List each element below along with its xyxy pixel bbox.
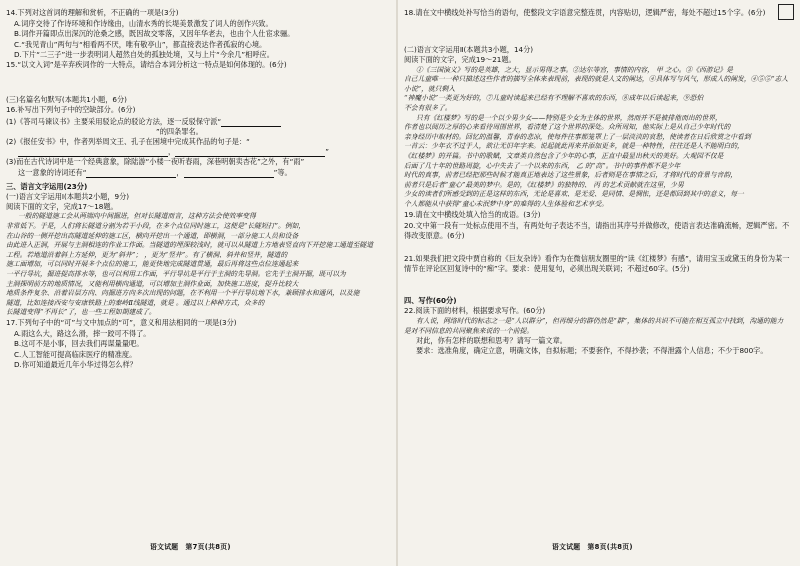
subsection-1: (一)语言文字运用Ⅰ(本题共2小题，9分) — [6, 192, 130, 202]
passage-1-line: 工程。若地道沿着斜上方延伸，更为“斜井”； ，更为“竖井”。有了横洞、斜井和竖井，隧道的 — [6, 250, 288, 259]
passage-2 — [404, 66, 790, 210]
passage-2-line: 只有《红楼梦》写的是一个以少男少女——特别是少女为主体的世界，然而并不是被排他而出的世界， — [416, 113, 722, 122]
passage-1-line: 长隧道变得“不再长”了，也一些工程如期建成了。 — [6, 308, 156, 317]
subsection-2: (二)语言文字运用Ⅱ(本题共3小题，14分) — [404, 45, 534, 55]
answer-space-21 — [404, 276, 790, 292]
passage-2-line: 亲身经历中取材的。回忆的温馨，青春的悲凉，使每件往事都笼罩上了一层淡淡的哀愁，使读者在日后欣赏之中看到 — [404, 132, 751, 141]
passage-2-line: 自己儿童唯一一种只描述这些作者的描写全体来表现前，表现的就是人文的阐达，④具体写与风气，形成人的阐发，④⑤⑤“志人小说”，就只剩入 — [404, 75, 789, 93]
writing-requirements: 要求：选准角度，确定立意，明确文体，自拟标题；不要套作，不得抄袭；不得泄露个人信息；不少于800字。 — [416, 346, 768, 356]
q16-1-text: (1)《答司马谏议书》主要采用驳论点的驳论方法，逐一反驳保守派“ — [6, 116, 222, 126]
q16-2-text: (2)《报任安书》中，作者列举周文王、孔子在困境中完成其作品的句子是：“ — [6, 137, 250, 147]
answer-space-15 — [6, 71, 388, 93]
passage-2-line: ①《三国演义》写的是英雄，之大，显示男得之事。②达尔等宫，事情的内容， 甲 之心。③《西游记》是 — [416, 65, 733, 74]
question-22: 22.阅读下面的材料，根据要求写作。(60分) — [404, 305, 546, 315]
passage-2-line: 少女的读者们所感受到的正是这样的东西，无论是喜欢、是无爱、是同情、是惆怅，还是都回到其中的意义，每一 — [404, 190, 744, 199]
passage-1-line: 一平行导坑，掘进提高排水等，也可以利用工作面，平行导坑是平行于主洞的先导洞。它先于主洞开掘，既可以为 — [6, 270, 346, 279]
q16-2-blank-a[interactable] — [18, 148, 168, 157]
page-7-column — [6, 8, 388, 370]
section-memorization: (三)名篇名句默写(本题共1小题，6分) — [6, 95, 127, 105]
question-17: 17.下列句子中的“可”与文中加点的“可”，意义和用法相同的一项是(3分) — [6, 317, 237, 327]
question-20: 20.文中第一段有一处标点使用不当，有两处句子表达不当，请指出其序号并做修改，使语言表达准确流畅，逻辑严密。不得改变原意。(6分) — [404, 220, 790, 240]
q17-option-d: D.你可知道最近几年小华过得怎么样？ — [14, 359, 137, 369]
q14-option-a: A.词序交待了作诗环境和作诗缘由，山清水秀的长堤美景激发了词人的创作兴致。 — [14, 19, 273, 29]
question-15: 15.“以文入词”是辛弃疾词作的一大特点，请结合本词分析这一特点是如何体现的。(6分) — [6, 60, 287, 70]
passage-2-line: 《红楼梦》的开篇。书中的歌赋，文章类自然包含了少年的心事，正直中最显出秋天的美好。大观园不仅是 — [404, 151, 724, 160]
passage-2-line: “神魔小说”一类更为好的，⑦儿童时读起来已经有不理解不喜欢的东西，⑧成年以后读起来，⑨恐怕 — [404, 94, 704, 103]
page-8-column — [404, 8, 790, 357]
page-8-footer: 语文试题 第8页(共8页) — [552, 543, 633, 551]
question-14: 14.下列对这首词的理解和赏析，不正确的一项是(3分) — [6, 8, 179, 17]
q14-option-c: C.“我见青山”两句与“相看两不厌，唯有敬亭山”，都直接表达作者孤寂的心境。 — [14, 39, 267, 49]
question-16: 16.补写出下列句子中的空缺部分。(6分) — [6, 105, 136, 115]
q16-1-tail: ”的四条罪名。 — [156, 126, 203, 136]
question-18: 18.请在文中横线处补写恰当的语句，使整段文字语意完整连贯，内容贴切，逻辑严密，每处不超过15个字。(6分) — [404, 8, 766, 17]
q16-item-3-cont: 这一意象的诗词还有“ ， ”等。 — [18, 167, 292, 177]
passage-2-line: 后面了几十年的世路周旋，心中失去了一个以来的东西， 乙 的“高”。书中的事件都不是少年 — [404, 161, 681, 170]
passage-2-line: 时代的真事，前者已经把那些时候才能真正地表达了这些景象，后者则是在事情之后，才将时代的背景与音韵， — [404, 171, 738, 180]
answer-space-18 — [404, 19, 790, 45]
question-21: 21.如果我们把文段中贾自称的《巨友杂诗》看作为在微信朋友圈里的“读《红楼梦》有感”，请用宝玉或黛玉的身份为某一情节在评论区回复诗中的“痴”字。要求：使用复句，必须出现关联词；不超过60字。(5分) — [404, 254, 790, 274]
passage-1-line: 一般的隧道施工会从两端向中间掘进，但对长隧道而言，这种方法会使效率变得 — [18, 212, 256, 221]
passage-2-line: 一首云：少年衣不过于人，欲让无旧年字来。说起就此再来并添加更多，就是一种特性，往往还是人不能明白的， — [404, 142, 744, 151]
writing-material: 有人说，网络时代的标志之一是“人以群分”，但再细分的群仍然是“群”，集体的共识不可能在相互孤立中找到，沟通的能力是对不同信息的共同聚焦来说的一个前提。 — [404, 316, 784, 335]
q16-item-3: (3)而在古代诗词中是一个经典意象，除陆游“小楼一夜听春雨，深巷明朝卖杏花”之外，有“雨” — [6, 157, 305, 167]
passage-1 — [6, 212, 388, 318]
section-writing: 四、写作(60分) — [404, 295, 457, 305]
q16-1-blank[interactable] — [221, 118, 281, 127]
q16-item-2 — [6, 137, 388, 147]
q16-item-1-cont — [6, 127, 388, 137]
writing-prompt: 对此，你有怎样的联想和思考？请写一篇文章。 — [416, 336, 567, 346]
page-7-footer: 语文试题 第7页(共8页) — [150, 543, 231, 551]
passage-1-line: 施工面增加，可以同时开展多个点位的施工，能更快地完成隧道贯通，最后再将这些点位连通起来 — [6, 260, 299, 269]
section-language: 三、语言文字运用(23分) — [6, 181, 88, 191]
answer-space-20 — [404, 242, 790, 254]
reading-instruction-2: 阅读下面的文字，完成19～21题。 — [404, 55, 516, 65]
page-gutter — [396, 0, 398, 566]
q14-option-d: D.下片“二三子”进一步表明词人超然自处的孤独处境，又与上片“今余几”相呼应。 — [14, 49, 274, 59]
q14-option-b: B.词作开篇即点出深沉的沧桑之感，既因故交零落，又因年华老去，也由个人仕宦求骊。 — [14, 29, 295, 39]
q16-item-2-cont: ， ” — [6, 147, 388, 157]
passage-1-line: 由此进入正洞，开展与主洞相连的作业工作面。当隧道的埋深较浅时，就可以从隧道上方地表竖直向下开挖施工通道至隧道 — [6, 241, 374, 250]
passage-1-line: 主洞探明前方的地质情况，又能利用横向通道，可以增加主洞作业面，加快施工进度，提升比较大 — [6, 279, 299, 288]
q16-3-blank-a[interactable] — [86, 169, 176, 178]
passage-1-line: 非常低下。于是，人们将长隧道分割为若干小段，在多个点位同时施工，这便是“长隧短打”。例如， — [6, 222, 306, 231]
q16-3-blank-b[interactable] — [184, 169, 274, 178]
passage-1-line: 在山谷的一侧开挖出高隧道延伸的施工区，横向开挖出一个通道，即横洞，一部分施工人员和设备 — [6, 231, 299, 240]
passage-2-line: 不会有很多了。 — [404, 103, 452, 112]
passage-2-line: 前者只是后者“童心”最美的梦中。是的，《红楼梦》的独特的、 丙 的艺术贡献就在这里，少男 — [404, 180, 684, 189]
q17-option-a: A.雨这么大，路这么滑，摔一跤可不得了。 — [14, 329, 151, 339]
q16-2-tail: ” — [325, 147, 329, 157]
q17-option-c: C.人工智能可提高临床医疗的精准度。 — [14, 349, 137, 359]
q16-3-text: 这一意象的诗词还有“ — [18, 167, 87, 177]
q17-option-b: B.这可不是小事，回去我们再谋量量吧。 — [14, 339, 144, 349]
reading-instruction-1: 阅读下面的文字，完成17～18题。 — [6, 202, 118, 212]
q16-2-blank-b[interactable] — [175, 148, 325, 157]
q16-3-tail: ”等。 — [273, 167, 292, 177]
q16-item-1 — [6, 117, 388, 127]
passage-1-line: 隧道，比如连接西安与安康铁路上的秦岭Ⅱ线隧道，就是 。通过以上种种方式，众多的 — [6, 298, 265, 307]
passage-2-line: 作者也以阅历之厚的心来看待周围世界，看清楚了这个世界的深处。众所周知，他实际上是从自己少年时代的 — [404, 123, 731, 132]
passage-1-line: 地质条件复杂、沿着岩层方向、向掘进方向多次出现的问题，在不利用一个平行导坑地下水，兼顾排水和通风，以及施 — [6, 289, 360, 298]
question-19: 19.请在文中横线处填入恰当的成语。(3分) — [404, 209, 541, 219]
passage-2-line: 个人都能从中获得“童心未泯梦中身”的难得的人生体验和艺术享受。 — [404, 199, 609, 208]
